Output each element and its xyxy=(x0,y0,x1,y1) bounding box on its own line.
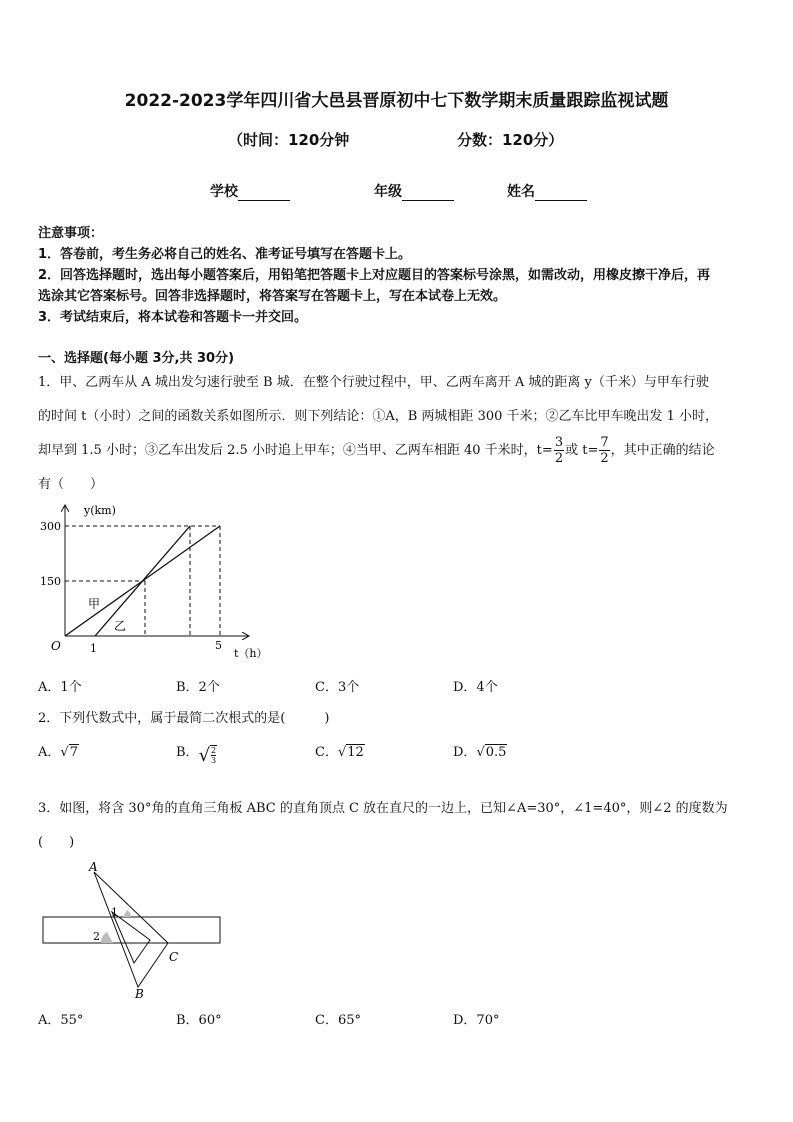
school-field xyxy=(210,181,290,201)
question-1 xyxy=(38,366,763,502)
triangle-outer xyxy=(94,872,168,987)
x-tick-5: 5 xyxy=(215,639,222,652)
label-angle-1: 1 xyxy=(111,906,118,919)
x-tick-1: 1 xyxy=(90,642,97,655)
notes-item: 2．回答选择题时，选出每小题答案后，用铅笔把答题卡上对应题目的答案标号涂黑，如需改动，用橡皮擦干净后，再 xyxy=(38,268,711,283)
sqrt-12: √12 xyxy=(337,745,364,760)
q1-text: 却早到 1.5 小时；③乙车出发后 2.5 小时追上甲车；④当甲、乙两车相距 40 千米时，t= xyxy=(38,443,553,458)
question-3 xyxy=(38,792,763,860)
q2-option-c[interactable]: C．√12 xyxy=(315,745,364,760)
name-blank xyxy=(535,186,587,201)
q3-line: 3．如图，将含 30°角的直角三角板 ABC 的直角顶点 C 放在直尺的一边上，已知∠A=30°，∠1=40°，则∠2 的度数为 xyxy=(38,801,728,816)
notes-item: 1．答卷前，考生务必将自己的姓名、准考证号填写在答题卡上。 xyxy=(38,247,412,262)
exam-time: （时间：120分钟 xyxy=(228,131,350,149)
exam-score: 分数：120分） xyxy=(457,131,564,149)
q3-option-a[interactable]: A．55° xyxy=(38,1013,84,1028)
school-label: 学校 xyxy=(210,184,238,200)
label-c: C xyxy=(169,950,179,964)
school-blank xyxy=(238,186,290,201)
q1-line: 的时间 t（小时）之间的函数关系如图所示．则下列结论：①A，B 两城相距 300 千米；②乙车比甲车晚出发 1 小时， xyxy=(38,409,719,424)
notes xyxy=(38,223,760,328)
triangle-ruler-figure xyxy=(38,856,228,1001)
ruler xyxy=(43,917,220,943)
label-b: B xyxy=(135,987,144,1001)
section-heading: 一、选择题(每小题 3分,共 30分) xyxy=(38,351,235,366)
q2-option-d[interactable]: D．√0.5 xyxy=(453,745,507,760)
label-jia: 甲 xyxy=(88,597,101,611)
notes-heading: 注意事项： xyxy=(38,226,104,241)
q3-option-c[interactable]: C．65° xyxy=(315,1013,361,1028)
q3-line: ( ) xyxy=(38,835,75,850)
name-label: 姓名 xyxy=(507,184,535,200)
q1-line: 1．甲、乙两车从 A 城出发匀速行驶至 B 城．在整个行驶过程中，甲、乙两车离开 A 城的距离 y（千米）与甲车行驶 xyxy=(38,375,709,390)
q1-option-d[interactable]: D．4个 xyxy=(453,680,498,695)
q1-line: 有（ ） xyxy=(38,477,104,492)
x-axis-label: t（h） xyxy=(234,647,268,660)
label-angle-2: 2 xyxy=(93,930,100,943)
fraction-7-2: $\frac{7}{2}$ xyxy=(600,435,609,466)
label-a: A xyxy=(89,860,98,874)
name-field xyxy=(507,181,587,201)
q2-option-b[interactable]: B．√ $\frac{2}{3}$ xyxy=(176,745,217,766)
q1-option-b[interactable]: B．2个 xyxy=(176,680,220,695)
y-tick-150: 150 xyxy=(40,575,61,588)
grade-field xyxy=(374,181,454,201)
label-yi: 乙 xyxy=(114,619,127,633)
q1-text: 或 t= xyxy=(565,443,599,458)
angle-1-mark xyxy=(123,910,131,917)
q1-text: ，其中正确的结论 xyxy=(610,443,715,458)
q1-option-a[interactable]: A．1个 xyxy=(38,680,82,695)
sqrt-2-3: √ $\frac{2}{3}$ xyxy=(198,745,217,766)
notes-item: 3．考试结束后，将本试卷和答题卡一并交回。 xyxy=(38,310,308,325)
notes-item: 选涂其它答案标号。回答非选择题时，将答案写在答题卡上，写在本试卷上无效。 xyxy=(38,289,507,304)
grade-blank xyxy=(402,186,454,201)
page-title: 2022-2023学年四川省大邑县晋原初中七下数学期末质量跟踪监视试题 xyxy=(124,91,669,111)
q3-option-d[interactable]: D．70° xyxy=(453,1013,500,1028)
q1-option-c[interactable]: C．3个 xyxy=(315,680,360,695)
distance-time-graph xyxy=(34,500,274,665)
q3-option-b[interactable]: B．60° xyxy=(176,1013,222,1028)
angle-2-mark xyxy=(101,932,113,943)
q2-option-a[interactable]: A．√7 xyxy=(38,745,78,760)
sqrt-7: √7 xyxy=(60,745,78,760)
origin-label: O xyxy=(51,639,61,653)
y-tick-300: 300 xyxy=(40,520,61,533)
y-axis-label: y(km) xyxy=(84,504,116,517)
q2-stem: 2．下列代数式中，属于最简二次根式的是( ) xyxy=(38,711,330,726)
q1-line xyxy=(38,434,763,468)
fraction-3-2: $\frac{3}{2}$ xyxy=(554,435,564,466)
grade-label: 年级 xyxy=(374,184,402,200)
sqrt-0-5: √0.5 xyxy=(476,745,507,760)
